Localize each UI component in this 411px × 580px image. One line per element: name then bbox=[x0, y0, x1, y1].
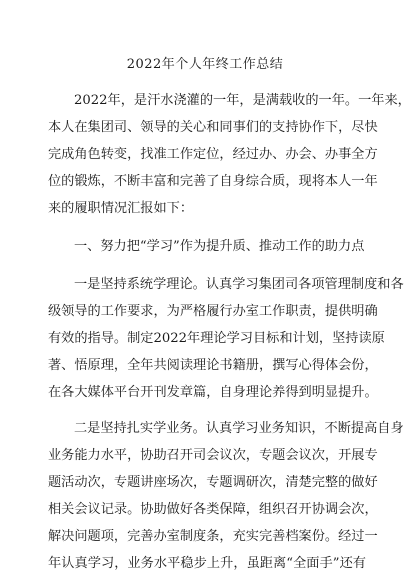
paragraph-3-line-2: 业务能力水平，协助召开司会议次，专题会议次，开展专 bbox=[48, 448, 378, 463]
paragraph-2-line-2: 级领导的工作要求，为严格履行办室工作职责，提供明确 bbox=[48, 304, 378, 319]
paragraph-2-line-3: 有效的指导。制定2022年理论学习目标和计划，坚持读原 bbox=[48, 331, 385, 346]
paragraph-1-line-5: 来的履职情况汇报如下： bbox=[48, 201, 194, 216]
paragraph-1-line-2: 本人在集团司、领导的关心和同事们的支持协作下，尽快 bbox=[48, 120, 378, 135]
paragraph-1-line-4: 位的锻炼，不断丰富和完善了自身综合质，现将本人一年 bbox=[48, 174, 378, 189]
paragraph-2-line-1: 一是坚持系统学理论。认真学习集团司各项管理制度和各 bbox=[74, 277, 404, 292]
paragraph-1-line-3: 完成角色转变，找准工作定位，经过办、办会、办事全方 bbox=[48, 147, 378, 162]
paragraph-3-line-4: 相关会议记录。协助做好各类保障，组织召开协调会次， bbox=[48, 502, 378, 517]
paragraph-2-line-4: 著、悟原理，全年共阅读理论书籍册，撰写心得体会份， bbox=[48, 358, 378, 373]
paragraph-3-line-5: 解决问题项，完善办室制度条，充实完善档案份。经过一 bbox=[48, 529, 378, 544]
paragraph-3-line-6: 年认真学习，业务水平稳步上升，虽距离“全面手”还有 bbox=[48, 556, 366, 571]
document-title: 2022年个人年终工作总结 bbox=[126, 57, 284, 72]
paragraph-3-line-1: 二是坚持扎实学业务。认真学习业务知识，不断提高自身 bbox=[74, 421, 404, 436]
paragraph-2-line-5: 在各大媒体平台开刊发章篇，自身理论养得到明显提升。 bbox=[48, 385, 378, 400]
paragraph-1-line-1: 2022年，是汗水浇灌的一年，是满载收的一年。一年来， bbox=[74, 93, 411, 108]
paragraph-3-line-3: 题活动次，专题讲座场次，专题调研次，清楚完整的做好 bbox=[48, 475, 378, 490]
section-heading: 一、努力把“学习”作为提升质、推动工作的助力点 bbox=[74, 239, 365, 254]
